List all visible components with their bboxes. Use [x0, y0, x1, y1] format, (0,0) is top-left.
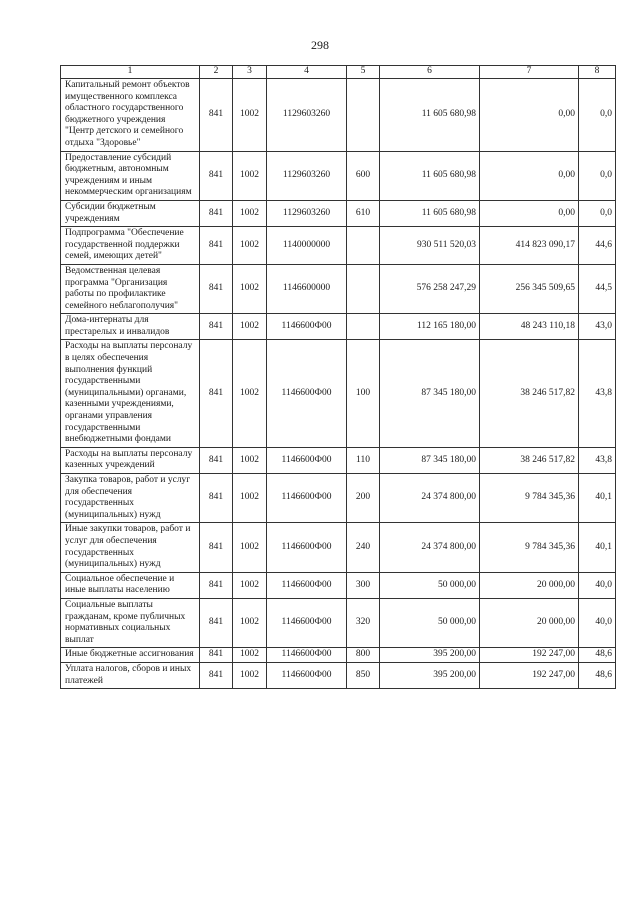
section-code: 1002: [233, 340, 267, 447]
actual-amount: 48 243 110,18: [480, 314, 579, 340]
execution-percent: 40,1: [579, 474, 616, 523]
target-article-code: 1140000000: [267, 227, 347, 265]
target-article-code: 1129603260: [267, 79, 347, 152]
planned-amount: 395 200,00: [380, 648, 480, 663]
target-article-code: 1129603260: [267, 200, 347, 226]
row-name: Подпрограмма "Обеспечение государственной поддержки семей, имеющих детей": [61, 227, 200, 265]
row-name: Социальное обеспечение и иные выплаты населению: [61, 572, 200, 598]
row-name: Предоставление субсидий бюджетным, автономным учреждениям и иным некоммерческим организациям: [61, 151, 200, 200]
section-code: 1002: [233, 151, 267, 200]
table-row: [61, 151, 616, 200]
table-row: [61, 340, 616, 447]
section-code: 1002: [233, 598, 267, 647]
expense-type-code: [347, 79, 380, 152]
column-header-4: 4: [267, 66, 347, 79]
actual-amount: 0,00: [480, 79, 579, 152]
planned-amount: 24 374 800,00: [380, 474, 480, 523]
section-code: 1002: [233, 200, 267, 226]
row-name: Капитальный ремонт объектов имущественного комплекса областного государственного бюджетного учреждения "Центр детского и семейного отдыха "Здоровье": [61, 79, 200, 152]
planned-amount: 11 605 680,98: [380, 200, 480, 226]
planned-amount: 11 605 680,98: [380, 151, 480, 200]
target-article-code: 1146600Ф00: [267, 474, 347, 523]
target-article-code: 1146600Ф00: [267, 648, 347, 663]
actual-amount: 20 000,00: [480, 598, 579, 647]
execution-percent: 44,5: [579, 264, 616, 313]
actual-amount: 0,00: [480, 200, 579, 226]
column-header-6: 6: [380, 66, 480, 79]
execution-percent: 44,6: [579, 227, 616, 265]
column-header-8: 8: [579, 66, 616, 79]
table-row: [61, 79, 616, 152]
expense-type-code: 600: [347, 151, 380, 200]
ministry-code: 841: [200, 314, 233, 340]
section-code: 1002: [233, 523, 267, 572]
execution-percent: 0,0: [579, 200, 616, 226]
target-article-code: 1129603260: [267, 151, 347, 200]
execution-percent: 43,0: [579, 314, 616, 340]
section-code: 1002: [233, 227, 267, 265]
table-row: [61, 598, 616, 647]
row-name: Субсидии бюджетным учреждениям: [61, 200, 200, 226]
actual-amount: 256 345 509,65: [480, 264, 579, 313]
expense-type-code: [347, 227, 380, 265]
table-row: [61, 572, 616, 598]
actual-amount: 20 000,00: [480, 572, 579, 598]
expense-type-code: 110: [347, 447, 380, 473]
ministry-code: 841: [200, 227, 233, 265]
expense-type-code: 800: [347, 648, 380, 663]
actual-amount: 0,00: [480, 151, 579, 200]
actual-amount: 9 784 345,36: [480, 523, 579, 572]
ministry-code: 841: [200, 447, 233, 473]
target-article-code: 1146600Ф00: [267, 314, 347, 340]
section-code: 1002: [233, 474, 267, 523]
planned-amount: 112 165 180,00: [380, 314, 480, 340]
row-name: Ведомственная целевая программа "Организация работы по профилактике семейного неблагополучия": [61, 264, 200, 313]
budget-table: [60, 65, 616, 689]
header-row: [61, 66, 616, 79]
column-header-1: 1: [61, 66, 200, 79]
table-row: [61, 662, 616, 688]
ministry-code: 841: [200, 79, 233, 152]
target-article-code: 1146600Ф00: [267, 447, 347, 473]
section-code: 1002: [233, 314, 267, 340]
planned-amount: 576 258 247,29: [380, 264, 480, 313]
row-name: Расходы на выплаты персоналу в целях обеспечения выполнения функций государственными (муниципальными) органами, казенными учреждениями, органами управления государственными внебюджетными фондами: [61, 340, 200, 447]
section-code: 1002: [233, 79, 267, 152]
section-code: 1002: [233, 447, 267, 473]
row-name: Уплата налогов, сборов и иных платежей: [61, 662, 200, 688]
planned-amount: 11 605 680,98: [380, 79, 480, 152]
expense-type-code: [347, 264, 380, 313]
planned-amount: 50 000,00: [380, 572, 480, 598]
execution-percent: 40,0: [579, 598, 616, 647]
execution-percent: 40,0: [579, 572, 616, 598]
ministry-code: 841: [200, 264, 233, 313]
planned-amount: 930 511 520,03: [380, 227, 480, 265]
column-header-5: 5: [347, 66, 380, 79]
ministry-code: 841: [200, 598, 233, 647]
execution-percent: 0,0: [579, 79, 616, 152]
actual-amount: 38 246 517,82: [480, 447, 579, 473]
column-header-3: 3: [233, 66, 267, 79]
expense-type-code: 300: [347, 572, 380, 598]
planned-amount: 395 200,00: [380, 662, 480, 688]
section-code: 1002: [233, 648, 267, 663]
table-body: [61, 79, 616, 689]
target-article-code: 1146600Ф00: [267, 340, 347, 447]
section-code: 1002: [233, 572, 267, 598]
execution-percent: 43,8: [579, 340, 616, 447]
planned-amount: 24 374 800,00: [380, 523, 480, 572]
table-row: [61, 264, 616, 313]
execution-percent: 48,6: [579, 662, 616, 688]
expense-type-code: 320: [347, 598, 380, 647]
execution-percent: 40,1: [579, 523, 616, 572]
table-row: [61, 227, 616, 265]
table-row: [61, 200, 616, 226]
column-header-2: 2: [200, 66, 233, 79]
ministry-code: 841: [200, 151, 233, 200]
actual-amount: 192 247,00: [480, 648, 579, 663]
ministry-code: 841: [200, 523, 233, 572]
table-row: [61, 523, 616, 572]
expense-type-code: [347, 314, 380, 340]
planned-amount: 50 000,00: [380, 598, 480, 647]
execution-percent: 48,6: [579, 648, 616, 663]
row-name: Иные закупки товаров, работ и услуг для обеспечения государственных (муниципальных) нужд: [61, 523, 200, 572]
expense-type-code: 240: [347, 523, 380, 572]
page-number: 298: [311, 38, 329, 52]
expense-type-code: 610: [347, 200, 380, 226]
execution-percent: 43,8: [579, 447, 616, 473]
table-row: [61, 474, 616, 523]
table-row: [61, 648, 616, 663]
actual-amount: 414 823 090,17: [480, 227, 579, 265]
ministry-code: 841: [200, 200, 233, 226]
target-article-code: 1146600Ф00: [267, 572, 347, 598]
planned-amount: 87 345 180,00: [380, 340, 480, 447]
ministry-code: 841: [200, 662, 233, 688]
expense-type-code: 100: [347, 340, 380, 447]
row-name: Расходы на выплаты персоналу казенных учреждений: [61, 447, 200, 473]
column-header-7: 7: [480, 66, 579, 79]
expense-type-code: 200: [347, 474, 380, 523]
ministry-code: 841: [200, 340, 233, 447]
ministry-code: 841: [200, 474, 233, 523]
target-article-code: 1146600Ф00: [267, 662, 347, 688]
section-code: 1002: [233, 264, 267, 313]
table-row: [61, 314, 616, 340]
row-name: Социальные выплаты гражданам, кроме публичных нормативных социальных выплат: [61, 598, 200, 647]
planned-amount: 87 345 180,00: [380, 447, 480, 473]
row-name: Дома-интернаты для престарелых и инвалидов: [61, 314, 200, 340]
actual-amount: 38 246 517,82: [480, 340, 579, 447]
execution-percent: 0,0: [579, 151, 616, 200]
target-article-code: 1146600Ф00: [267, 523, 347, 572]
table-row: [61, 447, 616, 473]
ministry-code: 841: [200, 572, 233, 598]
row-name: Иные бюджетные ассигнования: [61, 648, 200, 663]
expense-type-code: 850: [347, 662, 380, 688]
row-name: Закупка товаров, работ и услуг для обеспечения государственных (муниципальных) нужд: [61, 474, 200, 523]
actual-amount: 192 247,00: [480, 662, 579, 688]
target-article-code: 1146600000: [267, 264, 347, 313]
target-article-code: 1146600Ф00: [267, 598, 347, 647]
ministry-code: 841: [200, 648, 233, 663]
section-code: 1002: [233, 662, 267, 688]
actual-amount: 9 784 345,36: [480, 474, 579, 523]
